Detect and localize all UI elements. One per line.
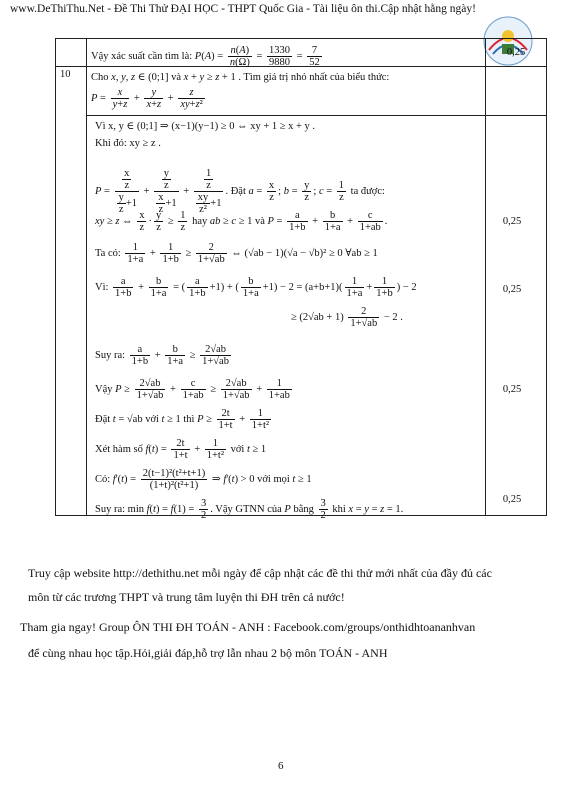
solution-line: Suy ra: min f(t) = f(1) = $\frac{3}{2}$ . Vậy GTNN của P bằng $\frac{3}{2}$ khi x = y = z = 1. [95, 498, 404, 521]
solution-line: Có: f'(t) = $\frac{\text{2(t−1)²(t²+t+1)}}{\text{(1+t)²(t²+1)}}$ ⇒ f'(t) > 0 với mọi t ≥ 1 [95, 468, 312, 491]
solution-line: xy ≥ z ⇔ $\frac{x}{z}$ · $\frac{y}{z}$ ≥ $\frac{1}{z}$ hay ab ≥ c ≥ 1 và P = $\frac{a}{1+b}$ + $\frac{b}{1+a}$ + $\frac{c}{1+ab}$ . [95, 210, 388, 233]
probability-result: Vậy xác suất cần tìm là: P(A) = $\frac{n(A)}{n(\Omega)}$ = $\frac{1330}{9880}$ = $\frac{7}{52}$ [91, 45, 320, 68]
solution-line: Suy ra: $\frac{a}{1+b}$ + $\frac{b}{1+a}$ ≥ $\frac{2√ab}{1+√ab}$ [95, 344, 229, 367]
probability-result-cell [87, 39, 486, 67]
solution-line: Xét hàm số f(t) = $\frac{2t}{1+t}$ + $\frac{1}{\text{1+t²}}$ với t ≥ 1 [95, 438, 267, 461]
problem-expression: P = $\frac{x}{y+z}$ + $\frac{y}{x+z}$ + $\frac{z}{\text{xy+z²}}$ [91, 87, 203, 110]
question-number: 10 [56, 67, 87, 516]
score: 0,25 [502, 216, 522, 227]
footer-line: Tham gia ngay! Group ÔN THI ĐH TOÁN - ANH : Facebook.com/groups/onthidhtoananhvan [20, 620, 476, 634]
solution-line: Khi đó: xy ≥ z . [95, 138, 161, 149]
solution-line: Vì: $\frac{a}{1+b}$ + $\frac{b}{1+a}$ = ( $\frac{a}{1+b}$ +1) + ( $\frac{b}{1+a}$ +1) − 2 = (a+b+1)( $\frac{1}{1+a}$ + $\frac{1}{1+b}$ ) − 2 [95, 276, 417, 299]
solution-line: Ta có: $\frac{1}{1+a}$ + $\frac{1}{1+b}$ ≥ $\frac{2}{1+√ab}$ ⇔ (√ab − 1)(√a − √b)² ≥ 0 ∀ab ≥ 1 [95, 242, 378, 265]
score: 0,25 [506, 47, 526, 58]
score: 0,25 [502, 494, 522, 505]
solution-line: Vì x, y ∈ (0;1] ⇒ (x−1)(y−1) ≥ 0 ⇔ xy + 1 ≥ x + y . [95, 121, 316, 132]
score-cell [486, 39, 547, 67]
solution-cell [87, 116, 486, 521]
score: 0,25 [502, 284, 522, 295]
footer-line: để cùng nhau học tập.Hỏi,giải đáp,hỗ trợ lẫn nhau 2 bộ môn TOÁN - ANH [28, 646, 388, 660]
table-row [56, 116, 547, 516]
solution-line: P = $\frac{x}{z}$ $\frac{y}{z}$ +1 + $\frac{y}{z}$ $\frac{x}{z}$ +1 + $\frac{1}{z}$ $\frac{xy}{\text{z²}}$ +1 . Đặt a = $\frac{x}{z}$ ; b = $\frac{y}{z}$ ; c = $\frac{1}{z}$ ta được: [95, 168, 385, 215]
page-number: 6 [278, 760, 284, 772]
solution-line: Vậy P ≥ $\frac{2√ab}{1+√ab}$ + $\frac{c}{1+ab}$ ≥ $\frac{2√ab}{1+√ab}$ + $\frac{1}{1+ab}$ [95, 378, 290, 401]
score-cell [486, 67, 547, 116]
answer-table [55, 38, 547, 521]
problem-line: Cho x, y, z ∈ (0;1] và x + y ≥ z + 1 . Tìm giá trị nhỏ nhất của biểu thức: [91, 72, 390, 83]
problem-statement [87, 67, 486, 116]
row-number-cell [56, 39, 87, 67]
solution-line: Đặt t = √ab với t ≥ 1 thì P ≥ $\frac{2t}{1+t}$ + $\frac{1}{\text{1+t²}}$ [95, 408, 270, 431]
score-column [486, 116, 547, 516]
footer-line: môn từ các trương THPT và trung tâm luyện thi ĐH trên cả nước! [28, 590, 345, 604]
solution-line: ≥ (2√ab + 1) $\frac{2}{1+√ab}$ − 2 . [291, 306, 403, 329]
table-row [56, 39, 547, 67]
score: 0,25 [502, 384, 522, 395]
footer-line: Truy cập website http://dethithu.net mỗi ngày để cập nhật các đề thi thử mới nhất của đầy đủ các [28, 566, 492, 580]
table-row [56, 67, 547, 116]
page-header: www.DeThiThu.Net - Đề Thi Thử ĐẠI HỌC - THPT Quốc Gia - Tài liệu ôn thi.Cập nhật hằng ngày! [10, 3, 476, 15]
